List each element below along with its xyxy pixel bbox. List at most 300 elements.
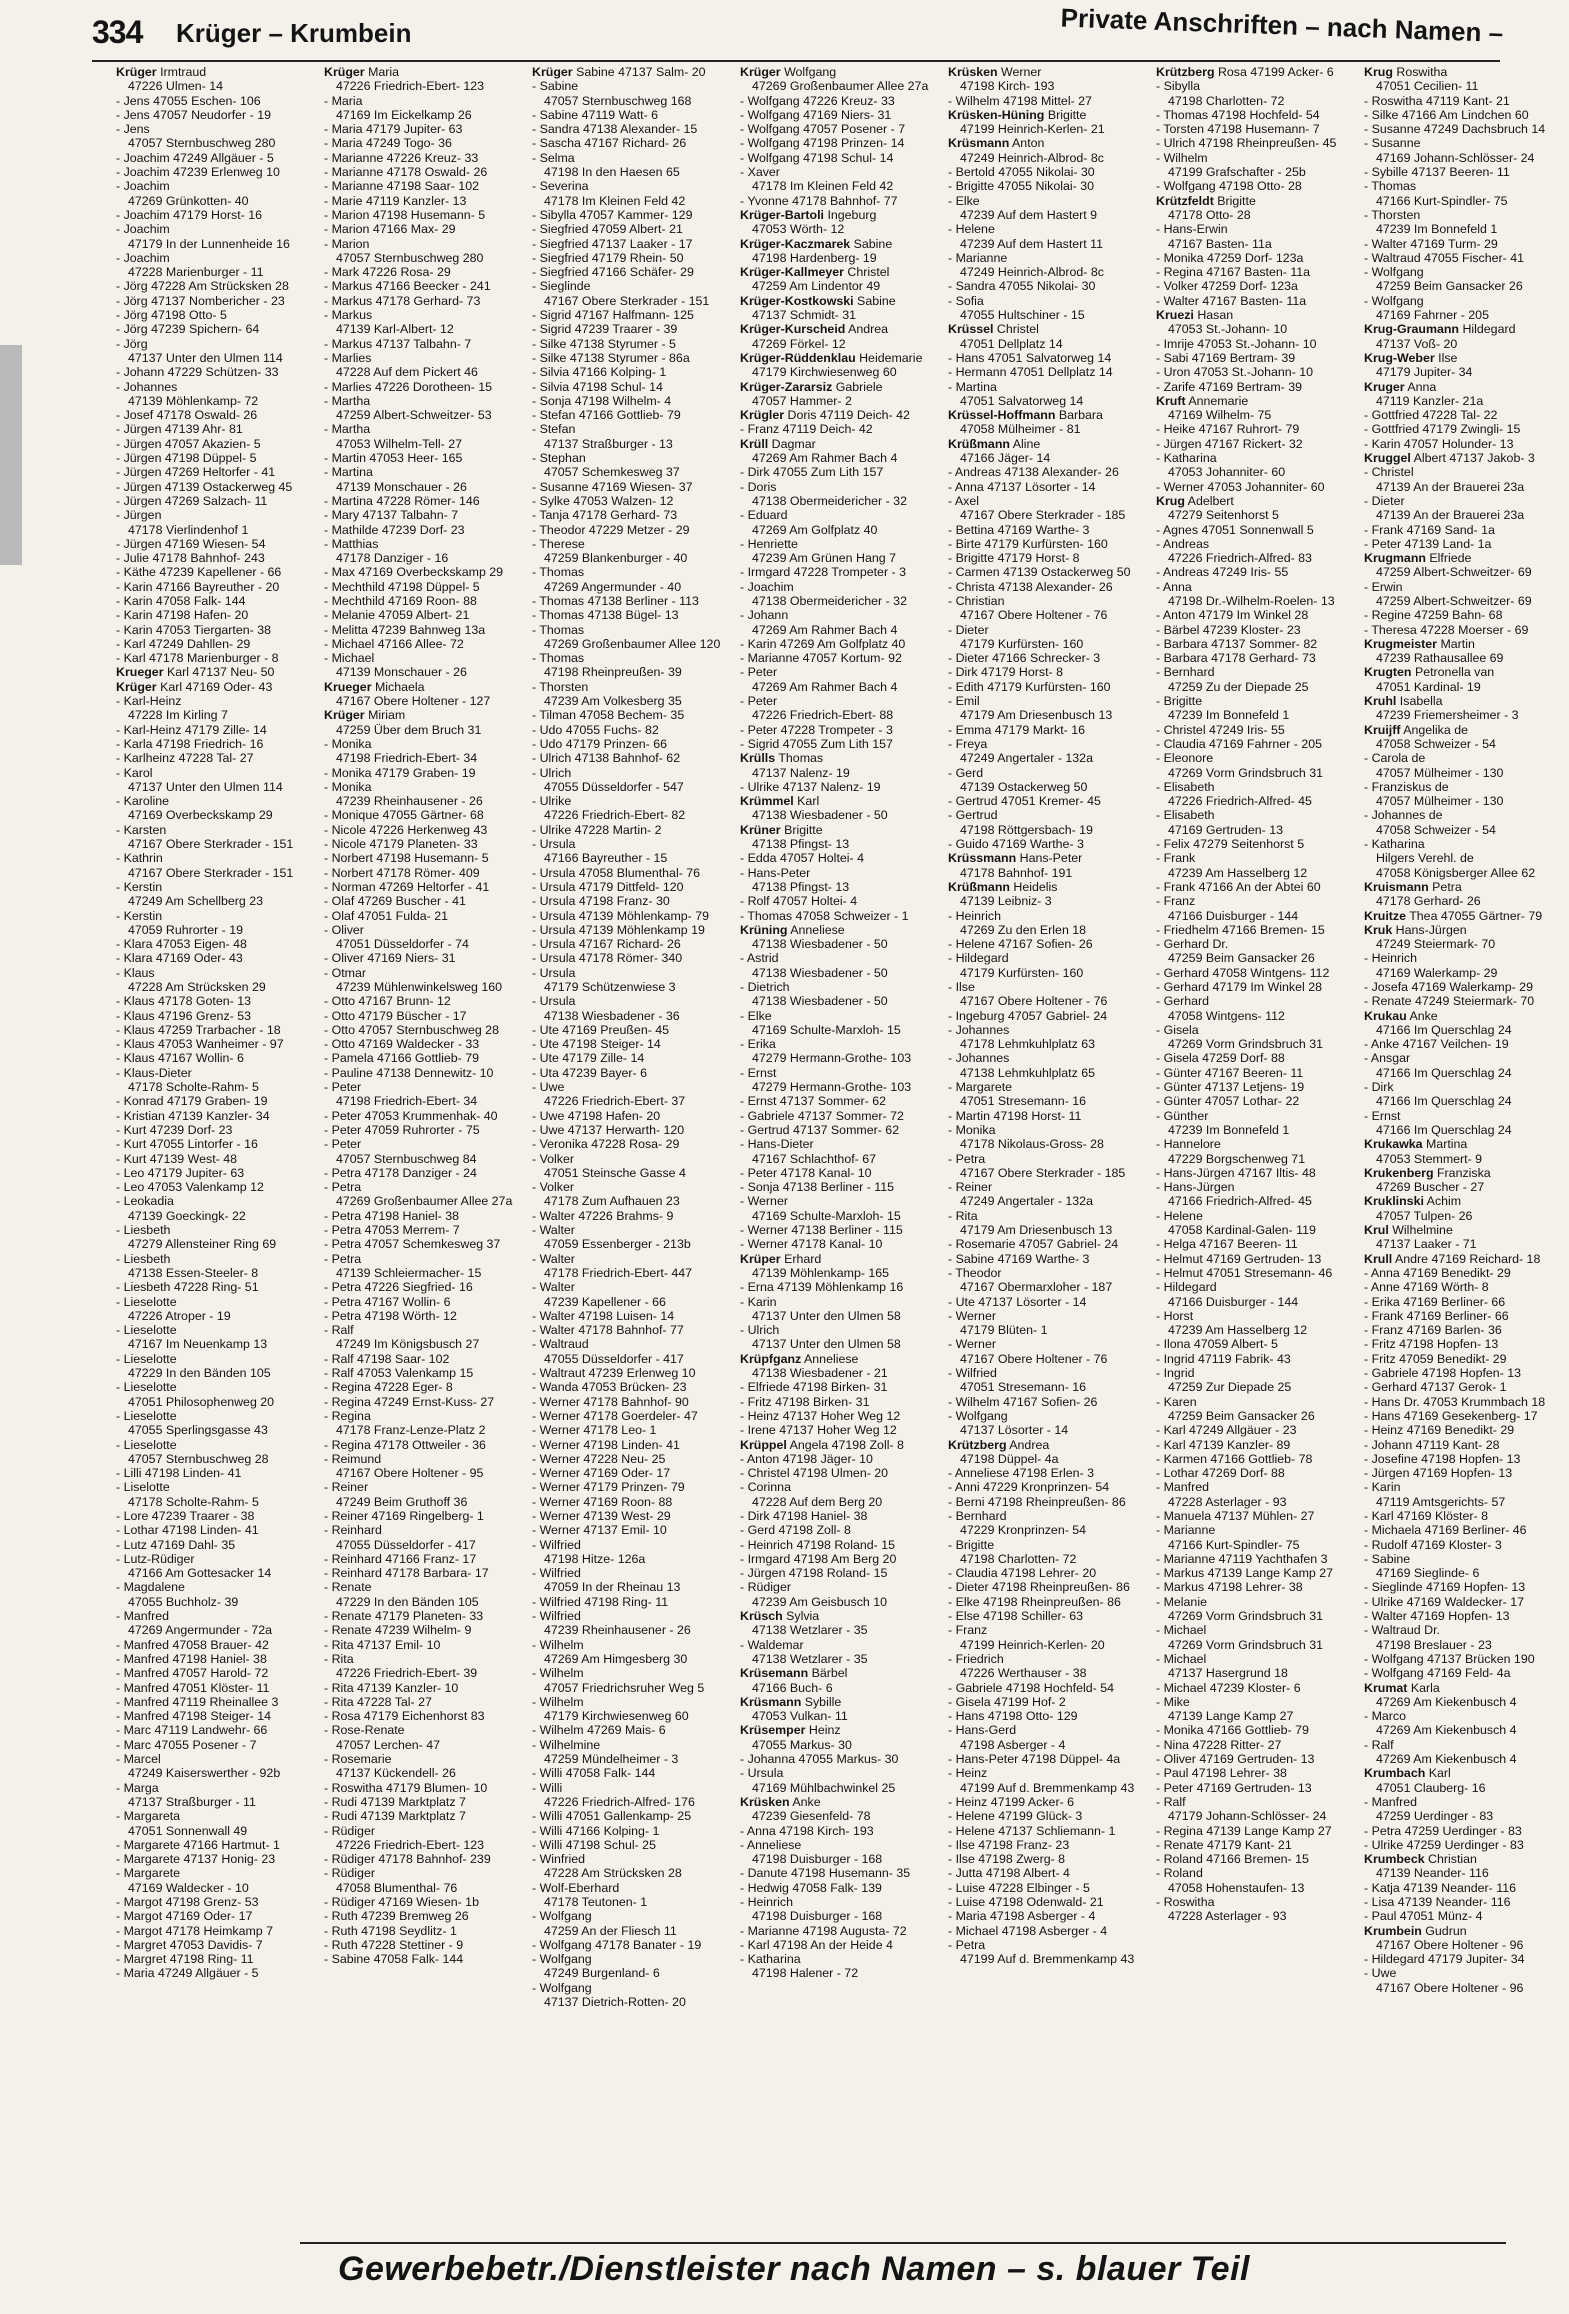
listing-entry: - Ernst [1364,1108,1401,1123]
listing-entry: 47179 In der Lunnenheide 16 [128,236,290,251]
listing-entry: - Regina 47228 Eger- 8 [324,1380,453,1395]
listing-entry: - Elke [948,193,980,208]
listing-entry: Kruggel Albert 47137 Jakob- 3 [1364,451,1535,466]
listing-entry: - Max 47169 Overbeckskamp 29 [324,565,504,580]
listing-entry: - Manfred [1156,1480,1210,1495]
listing-entry: 47139 Leibniz- 3 [960,894,1052,909]
listing-entry: 47137 Schmidt- 31 [752,308,857,323]
listing-entry: - Wolfgang 47198 Otto- 28 [1156,179,1302,194]
listing-entry: - Elke [740,1008,772,1023]
listing-entry: - Willi 47166 Kolping- 1 [532,1823,660,1838]
listing-entry: - Oliver 47169 Gertruden- 13 [1156,1752,1315,1767]
listing-entry: - Wilfried [948,1366,997,1381]
listing-entry: 47259 Zur Diepade 25 [1168,1380,1292,1395]
listing-entry: - Karin [740,1294,777,1309]
listing-entry: 47239 Auf dem Hastert 9 [960,207,1098,222]
listing-entry: 47169 Overbeckskamp 29 [128,808,273,823]
listing-entry: 47058 Schweizer - 54 [1376,822,1496,837]
listing-entry: - Johannes [948,1022,1010,1037]
listing-entry: - Helene 47199 Glück- 3 [948,1809,1083,1824]
listing-entry: - Hans-Peter 47198 Düppel- 4a [948,1752,1121,1767]
listing-entry: Krumbach Karl [1364,1766,1451,1781]
listing-entry: - Ilse [948,980,975,994]
listing-entry: - Jürgen 47269 Salzach- 11 [116,493,268,508]
listing-entry: - Klaus 47053 Wanheimer - 97 [116,1037,284,1052]
listing-entry: - Sylke 47053 Walzen- 12 [532,493,674,508]
listing-entry: - Marianne 47198 Augusta- 72 [740,1923,907,1938]
listing-entry: 47239 Im Bonnefeld 1 [1376,222,1498,237]
listing-entry: - Gerhard [1156,994,1210,1009]
listing-entry: 47137 Nalenz- 19 [752,765,850,780]
listing-entry: - Thomas 47058 Schweizer - 1 [740,908,909,923]
listing-entry: - Karin 47166 Bayreuther - 20 [116,579,280,594]
listing-entry: 47239 Kapellener - 66 [544,1294,666,1309]
listing-entry: - Sabine [532,79,579,94]
listing-entry: 47167 Obere Holtener - 96 [1376,1980,1524,1995]
listing-entry: - Anna 47169 Benedikt- 29 [1364,1265,1511,1280]
listing-entry: 47228 Auf dem Berg 20 [752,1494,883,1509]
listing-entry: - Erika 47169 Berliner- 66 [1364,1294,1506,1309]
listing-entry: 47259 Beim Gansacker 26 [1168,1408,1315,1423]
listing-entry: - Werner 47138 Berliner - 115 [740,1223,903,1238]
listing-entry: - Anne 47169 Wörth- 8 [1364,1280,1489,1295]
listing-entry: - Ulrike [532,794,572,809]
listing-entry: 47198 Hitze- 126a [544,1551,646,1566]
listing-entry: - Xaver [740,165,780,180]
listing-entry: - Johannes [948,1051,1010,1066]
listing-entry: - Günter 47137 Letjens- 19 [1156,1080,1305,1095]
listing-column-3 [532,65,737,2150]
listing-entry: - Wilhelm [532,1637,584,1652]
listing-entry: - Helene [948,222,995,237]
listing-entry: - Renate 47179 Planeten- 33 [324,1609,484,1624]
listing-entry: - Ralf 47198 Saar- 102 [324,1351,450,1366]
listing-entry: - Rüdiger [740,1580,791,1595]
listing-entry: 47269 Großenbaumer Allee 120 [544,636,721,651]
listing-entry: - Joachim 47179 Horst- 16 [116,207,263,222]
listing-entry: Krützberg Andrea [948,1437,1050,1452]
listing-entry: Krüsken-Hüning Brigitte [948,107,1087,122]
listing-entry: - Regina 47167 Basten- 11a [1156,265,1311,280]
listing-entry: - Mathilde 47239 Dorf- 23 [324,522,465,537]
listing-entry: - Severina [532,179,589,194]
listing-entry: - Zarife 47169 Bertram- 39 [1156,379,1302,394]
listing-entry: - Uron 47053 St.-Johann- 10 [1156,365,1314,380]
listing-entry: - Roswitha 47119 Kant- 21 [1364,93,1510,108]
listing-entry: 47057 Sternbuschweg 84 [336,1151,477,1166]
listing-entry: 47198 Kirch- 193 [960,79,1055,94]
listing-entry: - Margot 47198 Grenz- 53 [116,1895,259,1909]
listing-entry: - Markus 47137 Talbahn- 7 [324,336,472,351]
listing-entry: - Klaus-Dieter [116,1065,192,1080]
listing-entry: - Ursula [532,837,576,852]
listing-entry: - Karoline [116,794,170,809]
listing-entry: 47178 Scholte-Rahm- 5 [128,1494,259,1509]
listing-entry: 47269 Großenbaumer Allee 27a [752,79,929,94]
listing-entry: - Heike 47167 Ruhrort- 79 [1156,422,1300,437]
listing-entry: - Klara 47053 Eigen- 48 [116,937,247,952]
listing-entry: - Klaus 47167 Wollin- 6 [116,1051,244,1066]
listing-entry: - Lieselotte [116,1380,177,1395]
listing-entry: - Wolfgang 47198 Prinzen- 14 [740,136,905,151]
listing-entry: - Nina 47228 Ritter- 27 [1156,1737,1282,1752]
listing-entry: - Marie 47119 Kanzler- 13 [324,193,467,208]
listing-entry: - Ulrike 47169 Waldecker- 17 [1364,1594,1524,1609]
listing-entry: - Sofia [948,293,984,308]
listing-entry: - Joachim [116,250,170,265]
listing-entry: - Kurt 47055 Lintorfer - 16 [116,1137,258,1152]
listing-entry: 47259 Beim Gansacker 26 [1168,951,1315,966]
listing-entry: - Petra 47167 Wollin- 6 [324,1294,451,1309]
listing-entry: 47137 Unter den Ulmen 114 [128,779,283,794]
listing-entry: - Otto 47169 Waldecker - 33 [324,1037,480,1052]
listing-entry: 47137 Dietrich-Rotten- 20 [544,1995,686,2010]
listing-entry: - Willi [532,1780,563,1795]
listing-entry: 47058 Königsberger Allee 62 [1376,865,1536,880]
listing-entry: - Wolfgang 47198 Schul- 14 [740,150,894,165]
listing-entry: - Katja 47139 Neander- 116 [1364,1880,1517,1895]
listing-entry: - Willi 47051 Gallenkamp- 25 [532,1809,692,1824]
listing-entry: 47057 Hammer- 2 [752,393,852,408]
listing-entry: 47057 Sternbuschweg 280 [128,136,276,151]
listing-entry: - Ralf [1156,1794,1186,1809]
listing-entry: - Walter 47169 Hopfen- 13 [1364,1609,1510,1624]
listing-entry: - Manfred 47058 Brauer- 42 [116,1637,269,1652]
listing-entry: 47137 Straßburger - 13 [544,436,673,451]
listing-entry: 47229 Borgschenweg 71 [1168,1151,1306,1166]
listing-entry: 47279 Allensteiner Ring 69 [128,1237,277,1252]
listing-entry: - Pauline 47138 Dennewitz- 10 [324,1065,494,1080]
listing-entry: - Renate 47179 Kant- 21 [1156,1837,1292,1852]
listing-entry: - Liesbeth [116,1223,171,1238]
listing-entry: - Elisabeth [1156,779,1215,794]
listing-entry: - Erna 47139 Möhlenkamp 16 [740,1280,904,1295]
listing-entry: - Roland 47166 Bremen- 15 [1156,1852,1309,1867]
listing-entry: Kruk Hans-Jürgen [1364,922,1467,937]
listing-entry: - Manfred 47051 Klöster- 11 [116,1680,270,1695]
listing-entry: - Markus 47198 Lehrer- 38 [1156,1580,1303,1595]
listing-entry: - Margot 47178 Heimkamp 7 [116,1923,274,1938]
listing-entry: 47259 Uerdinger - 83 [1376,1809,1494,1824]
listing-entry: - Lore 47239 Traarer - 38 [116,1508,255,1523]
listing-entry: - Sigrid 47055 Zum Lith 157 [740,736,893,751]
listing-entry: 47139 Schleiermacher- 15 [336,1265,482,1280]
listing-entry: - Ralf [1364,1737,1394,1752]
listing-entry: 47229 In den Bänden 105 [128,1366,271,1381]
listing-entry: - Selma [532,150,575,165]
listing-entry: - Jörg 47137 Nombericher - 23 [116,293,285,308]
listing-entry: - Rita [324,1651,354,1666]
listing-entry: - Olaf 47051 Fulda- 21 [324,908,448,923]
listing-entry: - Manfred 47198 Steiger- 14 [116,1709,271,1724]
listing-entry: 47167 Obere Holtener - 76 [960,608,1108,623]
listing-entry: 47198 Asberger - 4 [960,1737,1066,1752]
listing-entry: - Barbara 47178 Gerhard- 73 [1156,651,1316,666]
listing-entry: - Rosa 47179 Eichenhorst 83 [324,1709,485,1724]
listing-entry: - Gertrud 47051 Kremer- 45 [948,794,1101,809]
listing-entry: - Rüdiger [324,1866,375,1881]
listing-entry: - Marc 47055 Posener - 7 [116,1737,257,1752]
listing-entry: 47167 Obermarxloher - 187 [960,1280,1113,1295]
listing-entry: 47179 Blüten- 1 [960,1323,1048,1338]
listing-entry: - Henriette [740,536,798,551]
listing-entry: - Susanne [1364,136,1421,151]
listing-entry: 47228 Am Strücksken 29 [128,980,266,994]
listing-entry: - Hans-Peter [740,865,811,880]
listing-entry: 47167 Obere Holtener - 76 [960,994,1108,1009]
listing-entry: - Claudia 47169 Fahrner - 205 [1156,736,1322,751]
listing-entry: Krueger Michaela [324,679,425,694]
listing-entry: 47198 Friedrich-Ebert- 34 [336,1094,478,1109]
listing-entry: Krull Andre 47169 Reichard- 18 [1364,1251,1541,1266]
listing-entry: - Frank 47169 Sand- 1a [1364,522,1495,537]
listing-entry: - Werner 47178 Bahnhof- 90 [532,1394,689,1409]
listing-entry: - Ute 47137 Lösorter - 14 [948,1294,1087,1309]
listing-entry: - Käthe 47239 Kapellener - 66 [116,565,282,580]
listing-entry: - Guido 47169 Warthe- 3 [948,837,1084,852]
listing-entry: - Sigrid 47167 Halfmann- 125 [532,308,694,323]
listing-entry: - Werner 47178 Kanal- 10 [740,1237,883,1252]
listing-entry: - Ulrike 47259 Uerdinger - 83 [1364,1837,1524,1852]
listing-entry: - Volker [532,1151,575,1166]
listing-entry: 47055 Hultschiner - 15 [960,308,1085,323]
listing-entry: - Frank 47166 An der Abtei 60 [1156,879,1321,894]
listing-entry: - Brigitte [948,1537,995,1552]
listing-entry: - Martin 47053 Heer- 165 [324,451,463,466]
listing-entry: - Gisela 47259 Dorf- 88 [1156,1051,1285,1066]
listing-entry: - Sandra 47138 Alexander- 15 [532,122,698,137]
listing-entry: Krüger Maria [324,65,400,79]
listing-entry: 47167 Obere Holtener - 127 [336,694,491,709]
listing-entry: - Peter 47053 Krummenhak- 40 [324,1108,498,1123]
listing-entry: 47239 Mühlenwinkelsweg 160 [336,980,503,994]
listing-entry: - Rosemarie 47057 Gabriel- 24 [948,1237,1119,1252]
listing-entry: 47051 Steinsche Gasse 4 [544,1165,686,1180]
listing-entry: 47167 Obere Sterkrader - 185 [960,1165,1126,1180]
listing-entry: 47259 Beim Gansacker 26 [1376,279,1523,294]
listing-entry: - Ulrich [740,1323,780,1338]
listing-entry: - Therese [532,536,585,551]
listing-entry: - Martina 47228 Römer- 146 [324,493,480,508]
listing-entry: 47239 Rheinhausener - 26 [336,794,483,809]
listing-entry: - Matthias [324,536,379,551]
listing-entry: - Ulrike 47137 Nalenz- 19 [740,779,881,794]
listing-entry: 47051 Sonnenwall 49 [128,1823,248,1838]
listing-entry: Krukau Anke [1364,1008,1438,1023]
listing-entry: - Brigitte [1156,694,1203,709]
listing-entry: - Wolfgang 47226 Kreuz- 33 [740,93,895,108]
listing-entry: - Edith 47179 Kurfürsten- 160 [948,679,1111,694]
listing-entry: Krüger Karl 47169 Oder- 43 [116,679,273,694]
listing-entry: - Rosemarie [324,1752,392,1767]
listing-entry: - Melanie 47059 Albert- 21 [324,608,470,623]
listing-entry: - Maria 47179 Jupiter- 63 [324,122,463,137]
listing-entry: - Dieter 47198 Rheinpreußen- 86 [948,1580,1130,1595]
listing-entry: - Reiner [324,1480,369,1495]
listing-entry: 47179 Johann-Schlösser- 24 [1168,1809,1327,1824]
listing-entry: - Michael [324,651,375,666]
listing-entry: - Kristian 47139 Kanzler- 34 [116,1108,270,1123]
listing-entry: Krug Roswitha [1364,65,1448,79]
listing-entry: - Dieter [948,622,989,637]
listing-entry: - Andreas 47138 Alexander- 26 [948,465,1119,480]
listing-entry: - Ursula [740,1766,784,1781]
listing-entry: - Michael [1156,1651,1207,1666]
listing-entry: - Marc 47119 Landwehr- 66 [116,1723,268,1738]
listing-entry: Krug-Graumann Hildegard [1364,322,1516,337]
listing-entry: 47259 Zu der Diepade 25 [1168,679,1309,694]
listing-entry: - Maria 47198 Asberger - 4 [948,1909,1096,1924]
listing-entry: - Wilhelm 47198 Mittel- 27 [948,93,1092,108]
listing-entry: - Klara 47169 Oder- 43 [116,951,243,966]
listing-entry: - Sabine 47058 Falk- 144 [324,1952,464,1967]
listing-entry: - Sieglinde 47169 Hopfen- 13 [1364,1580,1526,1595]
listing-entry: 47139 Karl-Albert- 12 [336,322,454,337]
listing-entry: 47198 Röttgersbach- 19 [960,822,1093,837]
listing-entry: - Wolfgang 47169 Niers- 31 [740,107,892,122]
listing-entry: - Hermann 47051 Dellplatz 14 [948,365,1113,380]
listing-entry: 47269 Vorm Grindsbruch 31 [1168,1609,1323,1624]
listing-entry: 47138 Obermeidericher - 32 [752,493,907,508]
listing-entry: 47178 Im Kleinen Feld 42 [544,193,686,208]
listing-entry: - Otto 47179 Büscher - 17 [324,1008,467,1023]
listing-entry: - Monika [948,1122,996,1137]
listing-entry: - Karla 47198 Friedrich- 16 [116,736,264,751]
listing-entry: 47137 Lösorter - 14 [960,1423,1069,1438]
listing-column-2 [324,65,529,2150]
listing-entry: 47259 An der Fliesch 11 [544,1923,677,1938]
listing-entry: - Heinrich 47198 Roland- 15 [740,1537,895,1552]
listing-entry: Krueger Karl 47137 Neu- 50 [116,665,275,680]
listing-entry: - Volker [532,1180,575,1195]
listing-entry: - Rita [948,1208,978,1223]
listing-entry: 47228 Im Kirling 7 [128,708,228,723]
page-number: 334 [92,14,143,50]
listing-entry: - Gerd [948,765,984,780]
listing-entry: 47249 Burgenland- 6 [544,1966,660,1981]
listing-entry: 47178 Friedrich-Ebert- 447 [544,1265,693,1280]
listing-entry: - Jörg [116,336,148,351]
listing-entry: - Else 47198 Schiller- 63 [948,1609,1083,1624]
listing-entry: - Karol [116,765,153,780]
listing-entry: Kruft Annemarie [1156,393,1249,408]
listing-entry: 47138 Pfingst- 13 [752,837,850,852]
listing-entry: - Rüdiger [324,1823,375,1838]
listing-entry: - Silke 47166 Am Lindchen 60 [1364,107,1529,122]
listing-entry: - Kerstin [116,879,163,894]
listing-entry: - Renate 47249 Steiermark- 70 [1364,994,1535,1009]
listing-entry: - Dieter 47166 Schrecker- 3 [948,651,1101,666]
listing-entry: - Jürgen 47139 Ahr- 81 [116,422,243,437]
listing-entry: - Tanja 47178 Gerhard- 73 [532,508,678,523]
listing-entry: 47249 Im Königsbusch 27 [336,1337,480,1352]
listing-entry: - Wolfgang 47169 Feld- 4a [1364,1666,1511,1681]
listing-entry: Krüpfganz Anneliese [740,1351,859,1366]
listing-entry: - Nicole 47179 Planeten- 33 [324,837,478,852]
listing-entry: - Sigrid 47239 Traarer - 39 [532,322,678,337]
listing-entry: Krugten Petronella van [1364,665,1495,680]
listing-entry: 47166 Bayreuther - 15 [544,851,668,866]
listing-entry: Kruezi Hasan [1156,308,1234,323]
listing-entry: 47226 Friedrich-Ebert- 37 [544,1094,686,1109]
listing-entry: - Wilhelm 47269 Mais- 6 [532,1723,666,1738]
listing-entry: - Danute 47198 Husemann- 35 [740,1866,911,1881]
listing-entry: - Werner 47179 Prinzen- 79 [532,1480,685,1495]
listing-entry: Krüsemann Bärbel [740,1666,848,1681]
listing-entry: 47226 Friedrich-Alfred- 45 [1168,794,1312,809]
listing-columns [116,65,1546,2150]
listing-entry: - Katharina [1156,451,1217,466]
listing-entry: - Helmut 47169 Gertruden- 13 [1156,1251,1322,1266]
listing-entry: - Andreas 47249 Iris- 55 [1156,565,1289,580]
listing-entry: 47198 In den Haesen 65 [544,165,680,180]
listing-entry: - Ulrike 47228 Martin- 2 [532,822,662,837]
listing-entry: 47055 Düsseldorfer - 417 [544,1351,684,1366]
listing-entry: 47229 In den Bänden 105 [336,1594,479,1609]
listing-entry: - Wilhelmine [532,1737,601,1752]
listing-entry: - Ansgar [1364,1051,1411,1066]
listing-entry: 47226 Friedrich-Alfred- 83 [1168,551,1312,566]
listing-entry: - Marianne 47057 Kortum- 92 [740,651,902,666]
listing-entry: - Ute 47179 Zille- 14 [532,1051,645,1066]
listing-entry: - Michaela 47169 Berliner- 46 [1364,1523,1527,1538]
listing-entry: - Wilfried [532,1537,581,1552]
listing-entry: - Ursula 47198 Franz- 30 [532,894,670,909]
listing-entry: - Andreas [1156,536,1210,551]
listing-entry: 47051 Stresemann- 16 [960,1094,1087,1109]
listing-entry: - Joachim 47249 Allgäuer - 5 [116,150,274,165]
listing-entry: - Anna [1156,579,1192,594]
listing-entry: - Claudia 47198 Lehrer- 20 [948,1566,1097,1581]
listing-entry: - Irmgard 47228 Trompeter - 3 [740,565,906,580]
listing-entry: - Christel 47249 Iris- 55 [1156,722,1285,737]
listing-entry: - Magdalene [116,1580,185,1595]
listing-entry: - Dirk [1364,1080,1394,1095]
listing-entry: - Tilman 47058 Bechem- 35 [532,708,685,723]
page-header [92,2,1526,58]
listing-entry: - Melitta 47239 Bahnweg 13a [324,622,486,637]
listing-entry: - Marcel [116,1752,161,1767]
listing-entry: 47269 Förkel- 12 [752,336,846,351]
listing-entry: 47055 Buchholz- 39 [128,1594,239,1609]
listing-entry: - Ilse 47198 Zwerg- 8 [948,1852,1066,1867]
listing-entry: - Mechthild 47198 Düppel- 5 [324,579,480,594]
listing-entry: - Oliver 47169 Niers- 31 [324,951,456,966]
listing-entry: - Gisela 47199 Hof- 2 [948,1694,1066,1709]
listing-entry: - Johannes [116,379,178,394]
listing-entry: 47178 Zum Aufhauen 23 [544,1194,680,1209]
listing-entry: 47228 Marienburger - 11 [128,265,264,280]
section-title: Private Anschriften – nach Namen – [1060,2,1504,48]
listing-entry: Kruitze Thea 47055 Gärtner- 79 [1364,908,1543,923]
listing-entry: - Sabine 47119 Watt- 6 [532,107,659,122]
listing-entry: 47051 Kardinal- 19 [1376,679,1481,694]
listing-entry: - Sibylla 47057 Kammer- 129 [532,207,693,222]
listing-entry: - Fritz 47059 Benedikt- 29 [1364,1351,1507,1366]
listing-entry: 47169 Fahrner - 205 [1376,308,1489,323]
listing-entry: - Otto 47057 Sternbuschweg 28 [324,1022,499,1037]
listing-entry: - Petra [324,1251,362,1266]
listing-entry: - Ruth 47228 Stettiner - 9 [324,1937,464,1952]
listing-entry: - Thomas [532,565,585,580]
listing-entry: - Lieselotte [116,1408,177,1423]
listing-entry: - Peter [740,694,778,709]
listing-entry: - Roland [1156,1866,1203,1881]
listing-entry: 47137 Straßburger - 11 [128,1794,256,1809]
listing-entry: 47269 Am Rahmer Bach 4 [752,622,898,637]
listing-entry: 47057 Sternbuschweg 280 [336,250,484,265]
listing-entry: - Uwe 47198 Hafen- 20 [532,1108,661,1123]
